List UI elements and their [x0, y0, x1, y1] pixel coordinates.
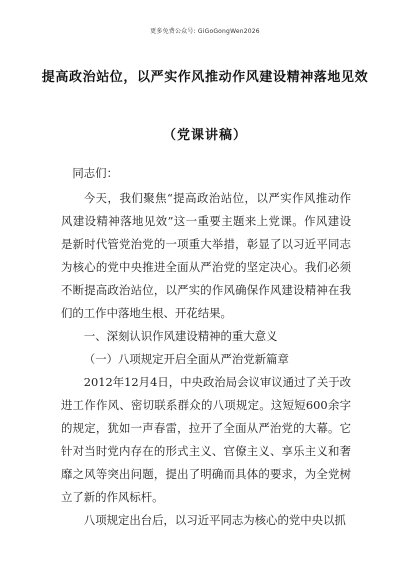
greeting: 同志们：	[72, 166, 118, 180]
document-body	[61, 162, 351, 532]
section-heading-1: 一、深刻认识作风建设精神的重大意义	[83, 329, 278, 343]
document-subtitle: （党课讲稿）	[162, 128, 247, 143]
subsection-heading-1: （一）八项规定开启全面从严治党新篇章	[83, 352, 289, 366]
document-title: 提高政治站位，以严实作风推动作风建设精神落地见效	[41, 70, 369, 85]
paragraph-eight-rules: 2012年12月4日，中央政治局会议审议通过了关于改进工作作风、密切联系群众的八项规定。这短短600余字的规定，犹如一声春雷，拉开了全面从严治党的大幕。它针对当时党内存在的形式主义、官僚主义、享乐主义和奢靡之风等突出问题，提出了明确而具体的要求，为全党树立了新的作风标杆。	[61, 375, 351, 504]
paragraph-continued: 八项规定出台后，以习近平同志为核心的党中央以抓	[83, 513, 346, 527]
paragraph-intro: 今天，我们聚焦“提高政治站位，以严实作风推动作风建设精神落地见效”这一重要主题来上党课。作风建设是新时代管党治党的一项重大举措，彰显了以习近平同志为核心的党中央推进全面从严治党的坚定决心。我们必须不断提高政治站位，以严实的作风确保作风建设精神在我们的工作中落地生根、开花结果。	[61, 191, 351, 320]
header-note: 更多免费公众号: GiGoGongWen2026	[150, 28, 260, 35]
